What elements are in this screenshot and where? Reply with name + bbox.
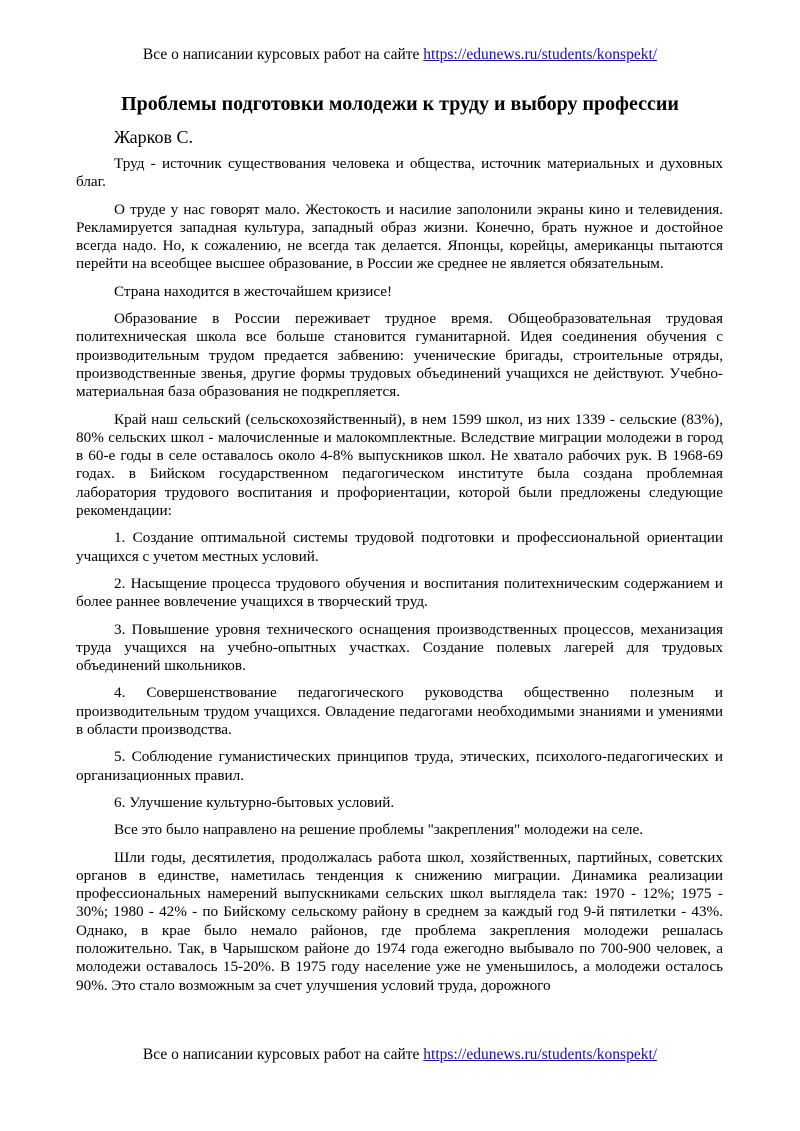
document-title: Проблемы подготовки молодежи к труду и выбору профессии	[121, 93, 679, 115]
footer-text: Все о написании курсовых работ на сайте	[142, 1046, 424, 1063]
document-body	[76, 155, 723, 1004]
paragraph: Все это было направлено на решение проблемы "закрепления" молодежи на селе.	[114, 821, 644, 839]
list-item: 6. Улучшение культурно-бытовых условий.	[114, 793, 395, 811]
page-header	[0, 46, 800, 64]
list-item: 1. Создание оптимальной системы трудовой подготовки и профессиональной ориентации учащихся с учетом местных условий.	[76, 529, 723, 565]
list-item: 3. Повышение уровня технического оснащения производственных процессов, механизация труда учащихся на учебно-опытных участках. Создание полевых лагерей для трудовых объединений школьников.	[76, 620, 723, 675]
paragraph: Шли годы, десятилетия, продолжалась работа школ, хозяйственных, партийных, советских органов в единстве, наметилась тенденция к снижению миграции. Динамика реализации профессиональных намерений выпускниками сельских школ выглядела так: 1970 - 12%; 1975 - 30%; 1980 - 42% - по Бийскому сельскому району в среднем за каждый год 9-й пятилетки - 43%. Однако, в крае было немало районов, где проблема закрепления молодежи решалась положительно. Так, в Чарышском районе до 1974 года ежегодно выбывало по 700-900 человек, а молодежи оставалось 15-20%. В 1975 году население уже не уменьшилось, а молодежи осталось 90%. Это стало возможным за счет улучшения условий труда, дорожного	[76, 848, 723, 994]
paragraph: О труде у нас говорят мало. Жестокость и насилие заполонили экраны кино и телевидения. Рекламируется западная культура, западный образ жизни. Конечно, брать нужное и достойное всегда надо. Но, к сожалению, не всегда так делается. Японцы, корейцы, американцы пытаются перейти на всеобщее высшее образование, в России же среднее не является обязательным.	[76, 200, 723, 273]
list-item: 5. Соблюдение гуманистических принципов труда, этических, психолого-педагогических и организационных правил.	[76, 748, 723, 784]
footer-link[interactable]: https://edunews.ru/students/konspekt/	[423, 1046, 658, 1063]
author-name: Жарков С.	[114, 127, 194, 147]
header-link[interactable]: https://edunews.ru/students/konspekt/	[423, 46, 658, 63]
paragraph: Труд - источник существования человека и общества, источник материальных и духовных благ.	[76, 155, 723, 191]
page-footer	[0, 1046, 800, 1064]
paragraph: Образование в России переживает трудное время. Общеобразовательная трудовая политехническая школа все больше становится гуманитарной. Идея соединения обучения с производительным трудом предается забвению: ученические бригады, строительные отряды, производственные звенья, другие формы трудовых объединений учащихся не действуют. Учебно-материальная база образования не подкрепляется.	[76, 310, 723, 401]
paragraph: Страна находится в жесточайшем кризисе!	[114, 282, 393, 300]
header-text: Все о написании курсовых работ на сайте	[142, 46, 424, 63]
paragraph: Край наш сельский (сельскохозяйственный), в нем 1599 школ, из них 1339 - сельские (83%), 80% сельских школ - малочисленные и малокомплектные. Вследствие миграции молодежи в город в 60-е годы в селе оставалось около 4-8% выпускников школ. Не хватало рабочих рук. В 1968-69 годах. в Бийском государственном педагогическом институте была создана проблемная лаборатория трудового воспитания и профориентации, которой были предложены следующие рекомендации:	[76, 410, 723, 520]
list-item: 4. Совершенствование педагогического руководства общественно полезным и производительным трудом учащихся. Овладение педагогами необходимыми знаниями и умениями в области производства.	[76, 684, 723, 739]
list-item: 2. Насыщение процесса трудового обучения и воспитания политехническим содержанием и более раннее вовлечение учащихся в творческий труд.	[76, 574, 723, 611]
